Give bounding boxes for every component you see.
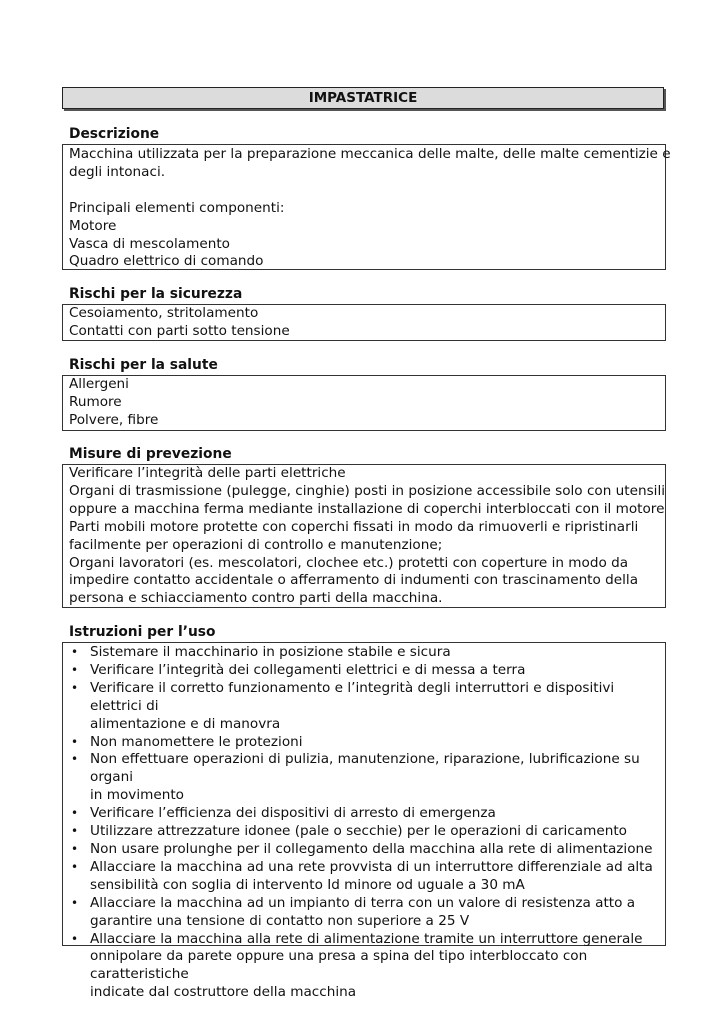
list-item-line: • Non usare prolunghe per il collegamento della macchina alla rete di alimentazione [90,840,653,857]
list-item [69,859,665,895]
istruzioni-list [69,644,665,1002]
list-item [69,931,665,1003]
rischi-salute-line: Allergeni [69,376,129,392]
list-item-line: • Allacciare la macchina ad una rete provvista di un interruttore differenziale ad alta [90,858,653,875]
descrizione-line: Quadro elettrico di comando [69,253,264,270]
list-item-line: garantire una tensione di contatto non superiore a 25 V [90,912,470,929]
list-item [69,662,665,680]
list-item-line: • Allacciare la macchina ad un impianto di terra con un valore di resistenza atto a [90,894,636,911]
list-item-line: • Sistemare il macchinario in posizione stabile e sicura [90,644,451,660]
section-heading-rischi-sicurezza: Rischi per la sicurezza [69,286,243,302]
section-heading-rischi-salute: Rischi per la salute [69,357,218,373]
descrizione-line: Macchina utilizzata per la preparazione meccanica delle malte, delle malte cementizie e [69,146,671,162]
descrizione-line: Principali elementi componenti: [69,199,285,216]
list-item [69,644,665,662]
list-item-line: sensibilità con soglia di intervento Id minore od uguale a 30 mA [90,876,525,893]
descrizione-line: Motore [69,217,117,234]
descrizione-line: Vasca di mescolamento [69,235,230,252]
list-item-line: indicate dal costruttore della macchina [90,984,357,1001]
list-item-line: • Utilizzare attrezzature idonee (pale o secchie) per le operazioni di caricamento [90,823,627,840]
page-title: IMPASTATRICE [62,87,664,109]
section-heading-descrizione: Descrizione [69,126,160,142]
list-item [69,680,665,734]
section-heading-istruzioni: Istruzioni per l’uso [69,624,216,640]
list-item [69,841,665,859]
list-item [69,734,665,752]
misure-line: Verificare l’integrità delle parti elettriche [69,465,346,481]
misure-line: Parti mobili motore protette con coperchi fissati in modo da rimuoverli e ripristinarli [69,518,639,535]
misure-line: impedire contatto accidentale o afferramento di indumenti con trascinamento della [69,572,639,589]
list-item-line: • Verificare l’integrità dei collegamenti elettrici e di messa a terra [90,661,526,678]
misure-box [62,464,666,608]
rischi-sicurezza-line: Contatti con parti sotto tensione [69,322,290,339]
descrizione-line: degli intonaci. [69,163,166,180]
list-item-line: • Verificare l’efficienza dei dispositivi di arresto di emergenza [90,805,496,822]
list-item-line: • Non manomettere le protezioni [90,733,303,750]
misure-line: Organi lavoratori (es. mescolatori, clochee etc.) protetti con coperture in modo da [69,554,629,571]
list-item [69,823,665,841]
list-item-line: alimentazione e di manovra [90,715,281,732]
rischi-salute-line: Rumore [69,393,122,410]
list-item [69,751,665,805]
misure-line: oppure a macchina ferma mediante installazione di coperchi interbloccati con il motore [69,500,665,517]
misure-line: Organi di trasmissione (pulegge, cinghie) posti in posizione accessibile solo con utensili [69,482,666,499]
list-item-line: • Allacciare la macchina alla rete di alimentazione tramite un interruttore generale [90,930,643,947]
misure-line: facilmente per operazioni di controllo e manutenzione; [69,536,443,553]
misure-line: persona e schiacciamento contro parti della macchina. [69,590,443,607]
rischi-sicurezza-line: Cesoiamento, stritolamento [69,305,259,321]
list-item [69,805,665,823]
list-item-line: • Verificare il corretto funzionamento e l’integrità degli interruttori e dispositivi elettrici di [90,679,615,714]
list-item-line: in movimento [90,787,184,804]
rischi-salute-line: Polvere, fibre [69,411,159,428]
section-heading-misure: Misure di prevezione [69,446,232,462]
descrizione-box [62,144,671,270]
istruzioni-box [62,642,666,1001]
list-item [69,895,665,931]
rischi-salute-box [62,375,666,431]
list-item-line: • Non effettuare operazioni di pulizia, manutenzione, riparazione, lubrificazione su organi [90,751,640,786]
blank-line [69,182,665,200]
list-item-line: onnipolare da parete oppure una presa a spina del tipo interbloccato con caratteristiche [90,948,588,983]
rischi-sicurezza-box [62,304,666,341]
